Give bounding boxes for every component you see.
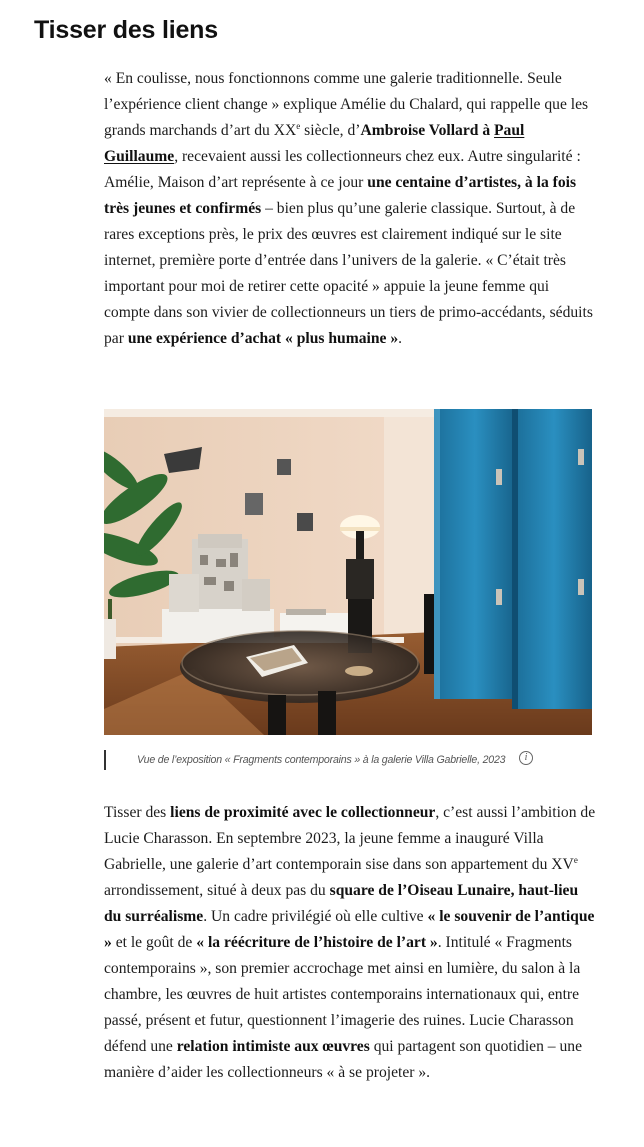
text-run: arrondissement, situé à deux pas du (104, 882, 330, 899)
paul-guillaume-link[interactable]: Paul Guillaume (104, 122, 525, 165)
text-run: Tisser des (104, 804, 171, 821)
text-run: « En coulisse, nous fonctionnons comme une galerie traditionnelle. Seule l’expérience client change » explique Amélie du Chalard, qui rappelle que les grands marchands d’art du XX (104, 70, 589, 139)
bold-text: « le souvenir de l’antique » (104, 908, 595, 951)
bold-text: Ambroise Vollard à (360, 122, 495, 139)
bold-text: une expérience d’achat « plus humaine » (127, 330, 399, 347)
text-run: qui partagent son quotidien – une manière d’aider les collectionneurs « à se projeter ». (104, 1038, 583, 1081)
text-run: , c’est aussi l’ambition de Lucie Charasson. En septembre 2023, la jeune femme a inauguré Villa Gabrielle, une galerie d’art contemporain sise dans son appartement du XV (104, 804, 596, 873)
photo-caption: Vue de l’exposition « Fragments contemporains » à la galerie Villa Gabrielle, 2023 (137, 754, 506, 766)
bold-text: « la réécriture de l’histoire de l’art » (196, 934, 438, 951)
bold-text: liens de proximité avec le collectionneur (170, 804, 436, 821)
text-run: et le goût de (111, 934, 197, 951)
text-run: . Intitulé « Fragments contemporains », son premier accrochage met ainsi en lumière, du salon à la chambre, les œuvres de huit artistes contemporains internationaux qui, entre passé, présent et futur, questionnent l’imagerie des ruines. Lucie Charasson défend une (104, 934, 581, 1055)
superscript: e (573, 855, 578, 865)
exhibition-photo (104, 409, 592, 735)
bold-text: relation intimiste aux œuvres (176, 1038, 370, 1055)
caption-rule (104, 750, 106, 770)
text-run: , recevaient aussi les collectionneurs chez eux. Autre singularité : Amélie, Maison d’art représente à ce jour (104, 148, 581, 191)
superscript: e (296, 121, 301, 131)
article-paragraph-2 (104, 800, 598, 1086)
text-run: . (398, 330, 403, 347)
text-run: . Un cadre privilégié où elle cultive (203, 908, 428, 925)
bold-text: une centaine d’artistes, à la fois très jeunes et confirmés (104, 174, 577, 217)
article-paragraph-1 (104, 66, 598, 352)
text-run: siècle, d’ (300, 122, 361, 139)
info-icon[interactable]: i (519, 751, 533, 765)
section-heading: Tisser des liens (34, 16, 218, 44)
bold-text: square de l’Oiseau Lunaire, haut-lieu du surréalisme (104, 882, 579, 925)
gallery-room-illustration (104, 409, 592, 735)
text-run: – bien plus qu’une galerie classique. Surtout, à de rares exceptions près, le prix des œuvres est clairement indiqué sur le site internet, première porte d’entrée dans l’univers de la galerie. « C’était très important pour moi de retirer cette opacité » appuie la jeune femme qui compte dans son vivier de collectionneurs un tiers de primo-accédants, séduits par (104, 200, 593, 347)
